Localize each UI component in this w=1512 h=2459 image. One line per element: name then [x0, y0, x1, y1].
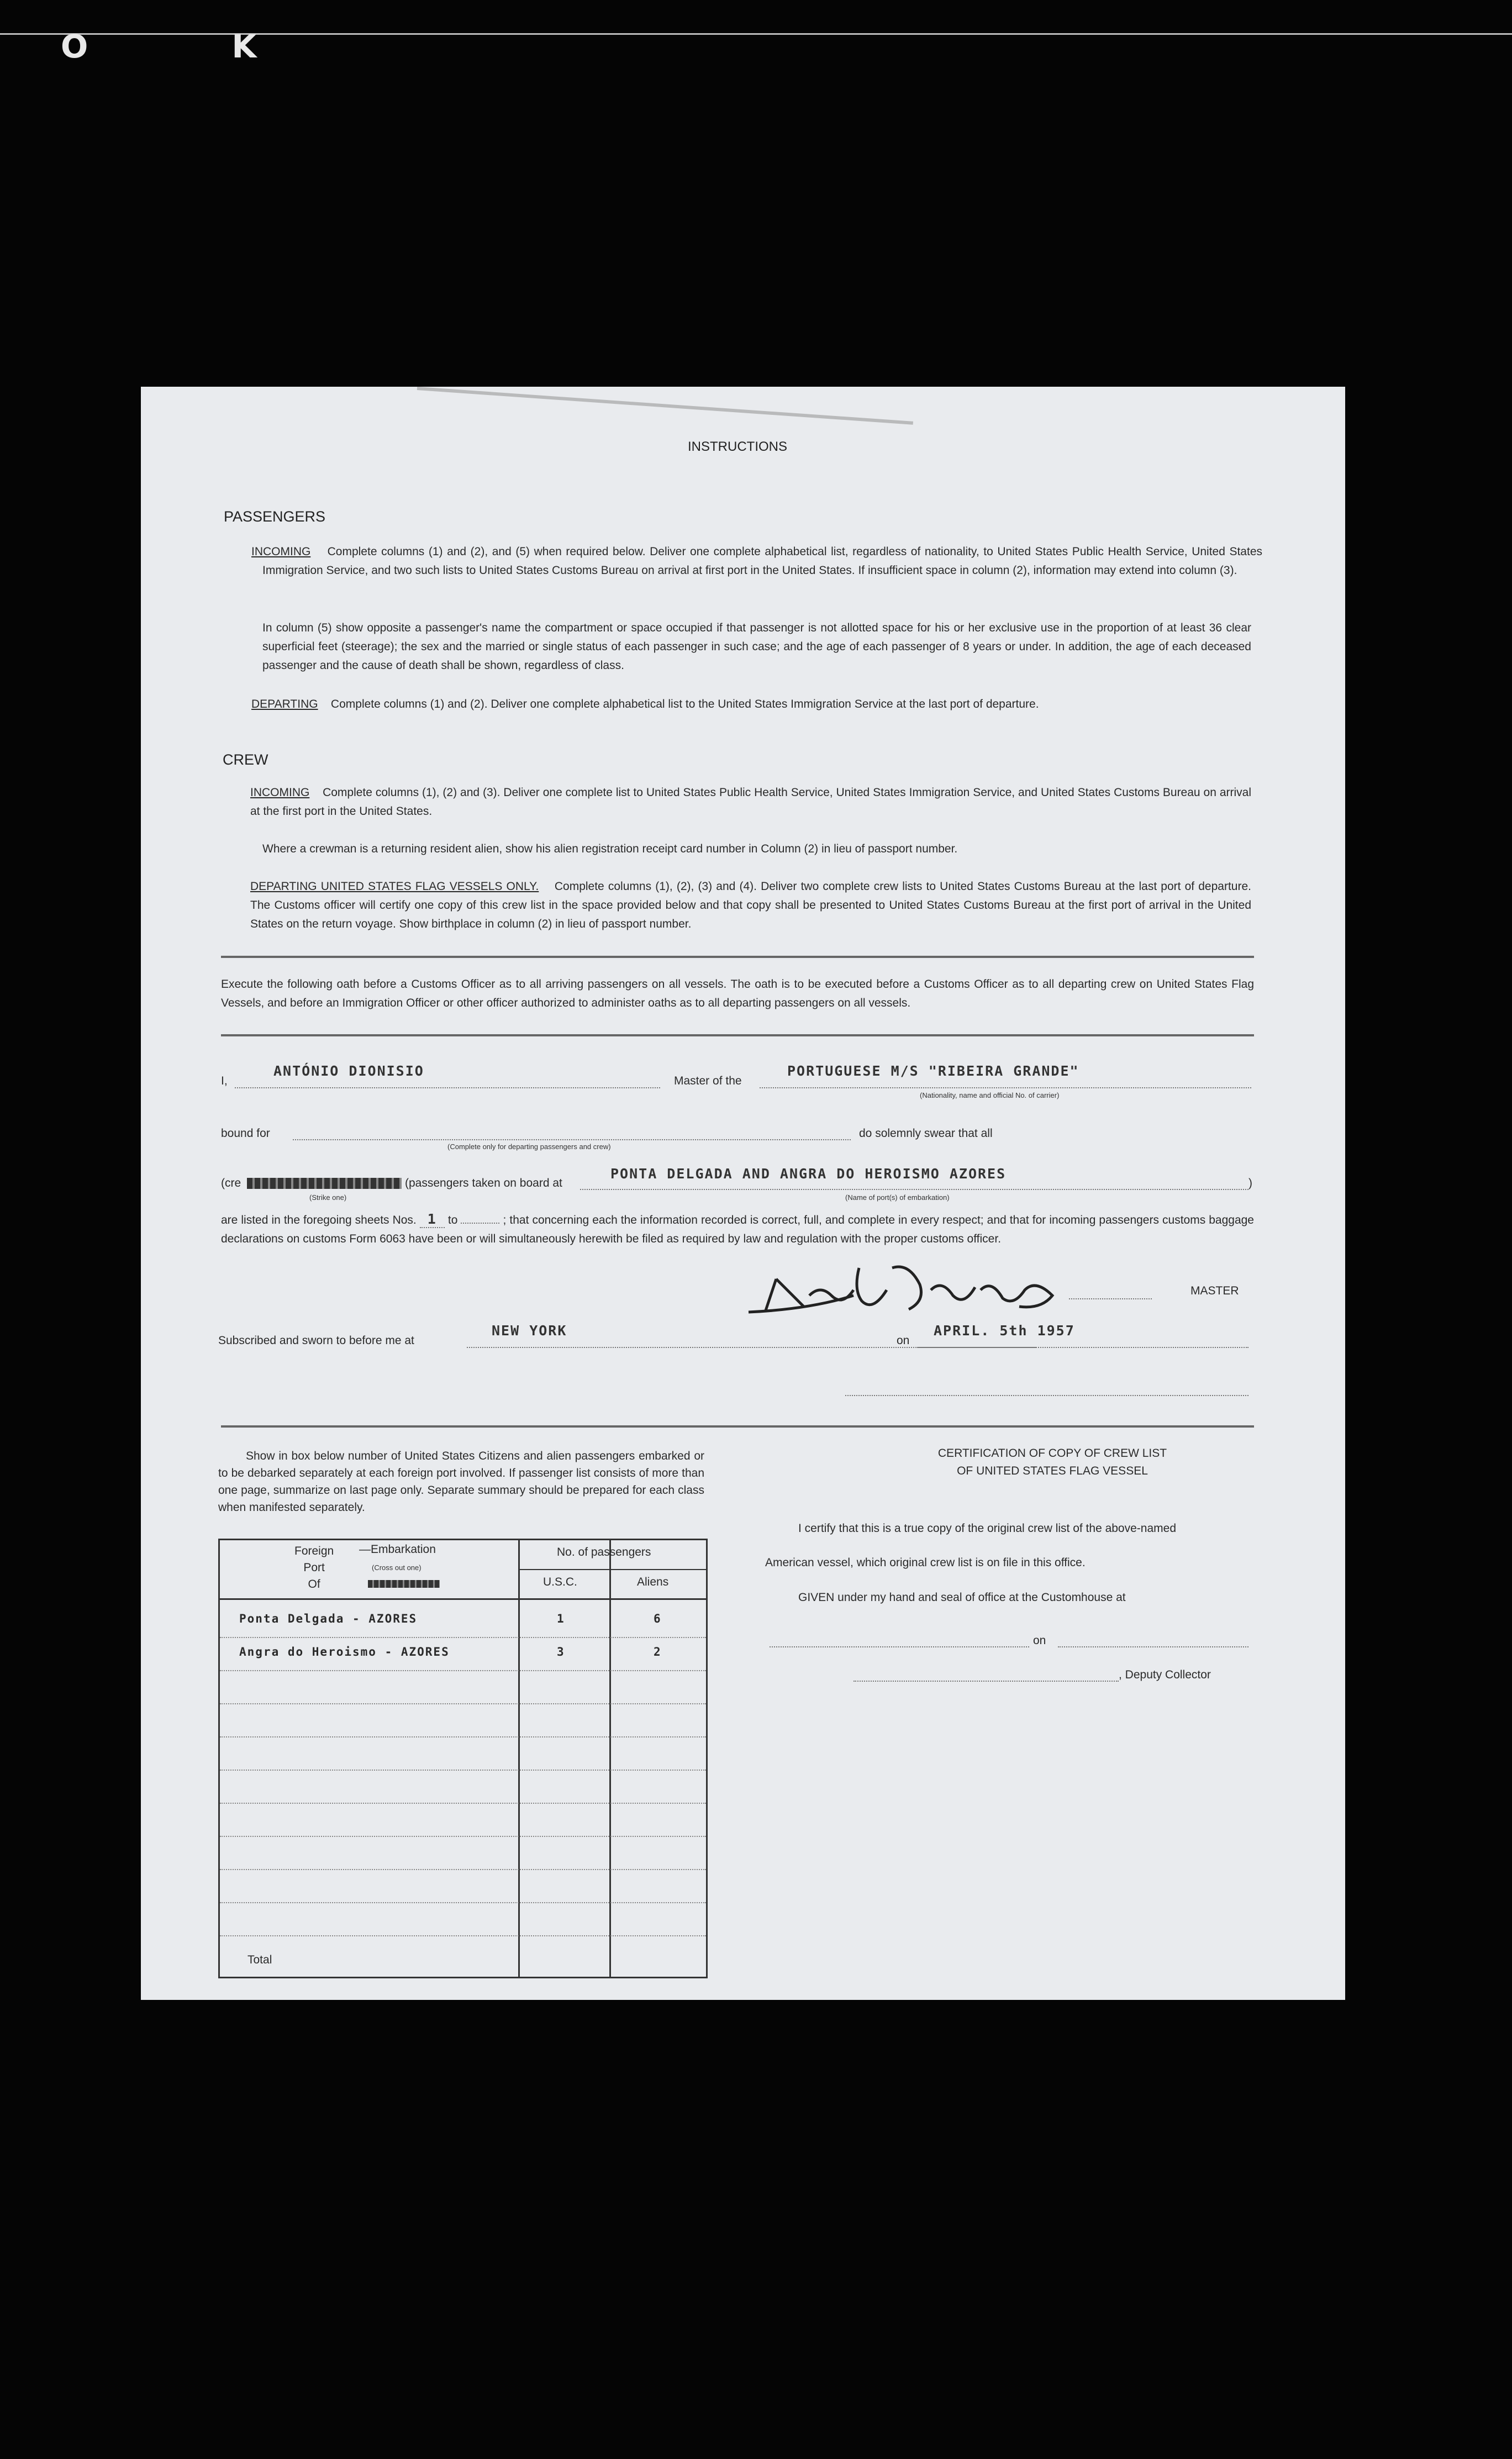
table-row-line [220, 1670, 706, 1671]
table-row-line [220, 1902, 706, 1903]
table-row-line [220, 1736, 706, 1737]
divider-oath [221, 1034, 1254, 1036]
customhouse-line [770, 1646, 1029, 1647]
table-row-port: Angra do Heroismo - AZORES [239, 1645, 450, 1658]
passengers-heading: PASSENGERS [224, 508, 326, 525]
master-name: ANTÓNIO DIONISIO [273, 1063, 424, 1079]
master-label: MASTER [1190, 1284, 1239, 1297]
strike-caption: (Strike one) [309, 1193, 347, 1202]
certification-text2: American vessel, which original crew list is on file in this office. [765, 1556, 1086, 1569]
passengers-column5-text: In column (5) show opposite a passenger's name the compartment or space occupied if that passenger is not allotted space for his or her exclusive use in the proportion of at least 36 clear superficial feet (steerage); the sex and the married or single status of each passenger in such case; and the age of each passenger of 8 years or under. In addition, the age of each deceased passenger and the cause of death shall be shown, regardless of class. [262, 622, 1251, 672]
film-marks: O K [61, 28, 323, 65]
table-row-line [220, 1869, 706, 1870]
certification-title-line1: CERTIFICATION OF COPY OF CREW LIST [937, 1447, 1167, 1460]
table-row-usc: 1 [557, 1612, 565, 1625]
oath-i-label: I, [221, 1075, 228, 1087]
table-row-aliens: 6 [654, 1612, 662, 1625]
header-usc: U.S.C. [543, 1576, 577, 1588]
passengers-departing-text [251, 695, 1251, 714]
table-row-line [220, 1637, 706, 1638]
sheets-statement [221, 1210, 1254, 1249]
deputy-collector-line [854, 1681, 1119, 1682]
table-divider-usc [518, 1540, 520, 1977]
sheets-rest: ; that concerning each the information recorded is correct, full, and complete in every respect; and that for incoming passengers customs baggage declarations on customs Form 6063 have been or will simultaneously herewith be filed as required by law and regulation with the proper customs officer. [221, 1214, 1254, 1245]
bound-for-line [293, 1139, 851, 1140]
scan-streak [417, 387, 913, 425]
swear-label: do solemnly swear that all [859, 1127, 993, 1140]
sheet-to-line [461, 1223, 499, 1224]
passengers-incoming-text [251, 543, 1262, 580]
struck-out-crew-text [247, 1178, 402, 1189]
passengers-departing-body: Complete columns (1) and (2). Deliver one complete alphabetical list to the United States Immigration Service at the last port of departure. [330, 698, 1039, 710]
summary-note: Show in box below number of United States Citizens and alien passengers embarked or to be debarked separately at each foreign port involved. If passenger list consists of more than one page, summarize on last page only. Separate summary should be prepared for each class when manifested separately. [218, 1450, 704, 1514]
crew-incoming-label: INCOMING [250, 786, 310, 799]
deputy-collector-label: , Deputy Collector [1119, 1668, 1211, 1681]
vessel-caption: (Nationality, name and official No. of carrier) [920, 1091, 1060, 1099]
master-name-line [235, 1087, 660, 1088]
sheet-from: 1 [420, 1211, 445, 1228]
certification-text1: I certify that this is a true copy of the original crew list of the above-named [798, 1522, 1176, 1535]
passengers-taken-label: (passengers taken on board at [405, 1177, 562, 1189]
table-row-line [220, 1836, 706, 1837]
sheets-to-label: to [447, 1214, 458, 1226]
bound-for-caption: (Complete only for departing passengers and crew) [447, 1142, 611, 1151]
crew-resident-text: Where a crewman is a returning resident alien, show his alien registration receipt card number in Column (2) in lieu of passport number. [262, 843, 958, 855]
table-divider-aliens [609, 1540, 611, 1977]
crew-incoming-text [250, 783, 1251, 821]
sworn-label: Subscribed and sworn to before me at [218, 1334, 414, 1347]
divider-top [221, 956, 1254, 958]
officer-signature-line [845, 1395, 1248, 1396]
sworn-on-label: on [897, 1334, 910, 1347]
header-foreign: Foreign [294, 1545, 334, 1557]
vessel-line [760, 1087, 1251, 1088]
close-paren: ) [1248, 1177, 1252, 1189]
header-of: Of [308, 1578, 320, 1591]
sworn-date-line [917, 1347, 1248, 1348]
table-row-line [220, 1703, 706, 1704]
header-foreign-port [294, 1543, 334, 1593]
table-row-port: Ponta Delgada - AZORES [239, 1612, 418, 1625]
sworn-date: APRIL. 5th 1957 [934, 1323, 1075, 1339]
crew-departing-text [250, 877, 1251, 934]
crew-heading: CREW [223, 751, 268, 768]
table-total-label: Total [247, 1953, 272, 1966]
passengers-incoming-label: INCOMING [251, 545, 311, 558]
certification-title-line2: OF UNITED STATES FLAG VESSEL [957, 1465, 1148, 1477]
document-page [141, 387, 1345, 2000]
table-subheader-rule [518, 1569, 706, 1570]
table-row-line [220, 1803, 706, 1804]
sworn-place: NEW YORK [492, 1323, 567, 1339]
header-aliens: Aliens [637, 1576, 669, 1588]
ports-line [580, 1189, 1248, 1190]
header-embarkation: —Embarkation [359, 1543, 436, 1556]
struck-out-debarkation [368, 1580, 440, 1588]
header-num-passengers: No. of passengers [557, 1546, 651, 1558]
passenger-summary-table [218, 1539, 708, 1978]
certification-text3: GIVEN under my hand and seal of office at the Customhouse at [798, 1591, 1126, 1604]
certification-on-label: on [1033, 1634, 1046, 1647]
table-row-usc: 3 [557, 1645, 565, 1658]
passengers-incoming-body: Complete columns (1) and (2), and (5) when required below. Deliver one complete alphabetical list, regardless of nationality, to United States Public Health Service, United States Immigration Service, and two such lists to United States Customs Bureau on arrival at first port in the United States. If insufficient space in column (2), information may extend into column (3). [262, 545, 1262, 577]
divider-bottom [221, 1425, 1254, 1428]
header-port: Port [303, 1561, 325, 1574]
crew-departing-body: Complete columns (1), (2), (3) and (4). Deliver two complete crew lists to United States Customs Bureau at the last port of departure. The Customs officer will certify one copy of this crew list in the space provided below and that copy shall be presented to United States Customs Bureau at the first port of arrival in the United States on the return voyage. Show birthplace in column (2) in lieu of passport number. [250, 880, 1251, 930]
embarkation-ports: PONTA DELGADA AND ANGRA DO HEROISMO AZORES [610, 1166, 1007, 1182]
signature-line [1069, 1298, 1152, 1299]
sheets-label: are listed in the foregoing sheets Nos. [221, 1214, 417, 1226]
table-row-line [220, 1770, 706, 1771]
vessel-name: PORTUGUESE M/S "RIBEIRA GRANDE" [787, 1063, 1079, 1079]
master-of-label: Master of the [674, 1075, 742, 1087]
page-title: INSTRUCTIONS [688, 439, 787, 454]
header-cross-out: (Cross out one) [372, 1563, 422, 1572]
master-signature [743, 1257, 1063, 1323]
certification-title [881, 1445, 1224, 1480]
crew-departing-label: DEPARTING UNITED STATES FLAG VESSELS ONLY. [250, 880, 539, 893]
ports-caption: (Name of port(s) of embarkation) [845, 1193, 950, 1202]
table-row-aliens: 2 [654, 1645, 662, 1658]
bound-for-label: bound for [221, 1127, 270, 1140]
oath-instruction: Execute the following oath before a Customs Officer as to all arriving passengers on all vessels. The oath is to be executed before a Customs Officer as to all departing crew on United States Flag Vessels, and before an Immigration Officer or other officer authorized to administer oaths as to all departing passengers on all vessels. [221, 978, 1254, 1009]
table-header-rule [220, 1598, 706, 1600]
crew-incoming-body: Complete columns (1), (2) and (3). Deliver one complete list to United States Public Health Service, United States Immigration Service, and United States Customs Bureau on arrival at the first port in the United States. [250, 786, 1251, 818]
cre-label: (cre [221, 1177, 241, 1189]
passengers-departing-label: DEPARTING [251, 698, 318, 710]
certification-date-line [1058, 1646, 1248, 1647]
table-row-line [220, 1935, 706, 1936]
